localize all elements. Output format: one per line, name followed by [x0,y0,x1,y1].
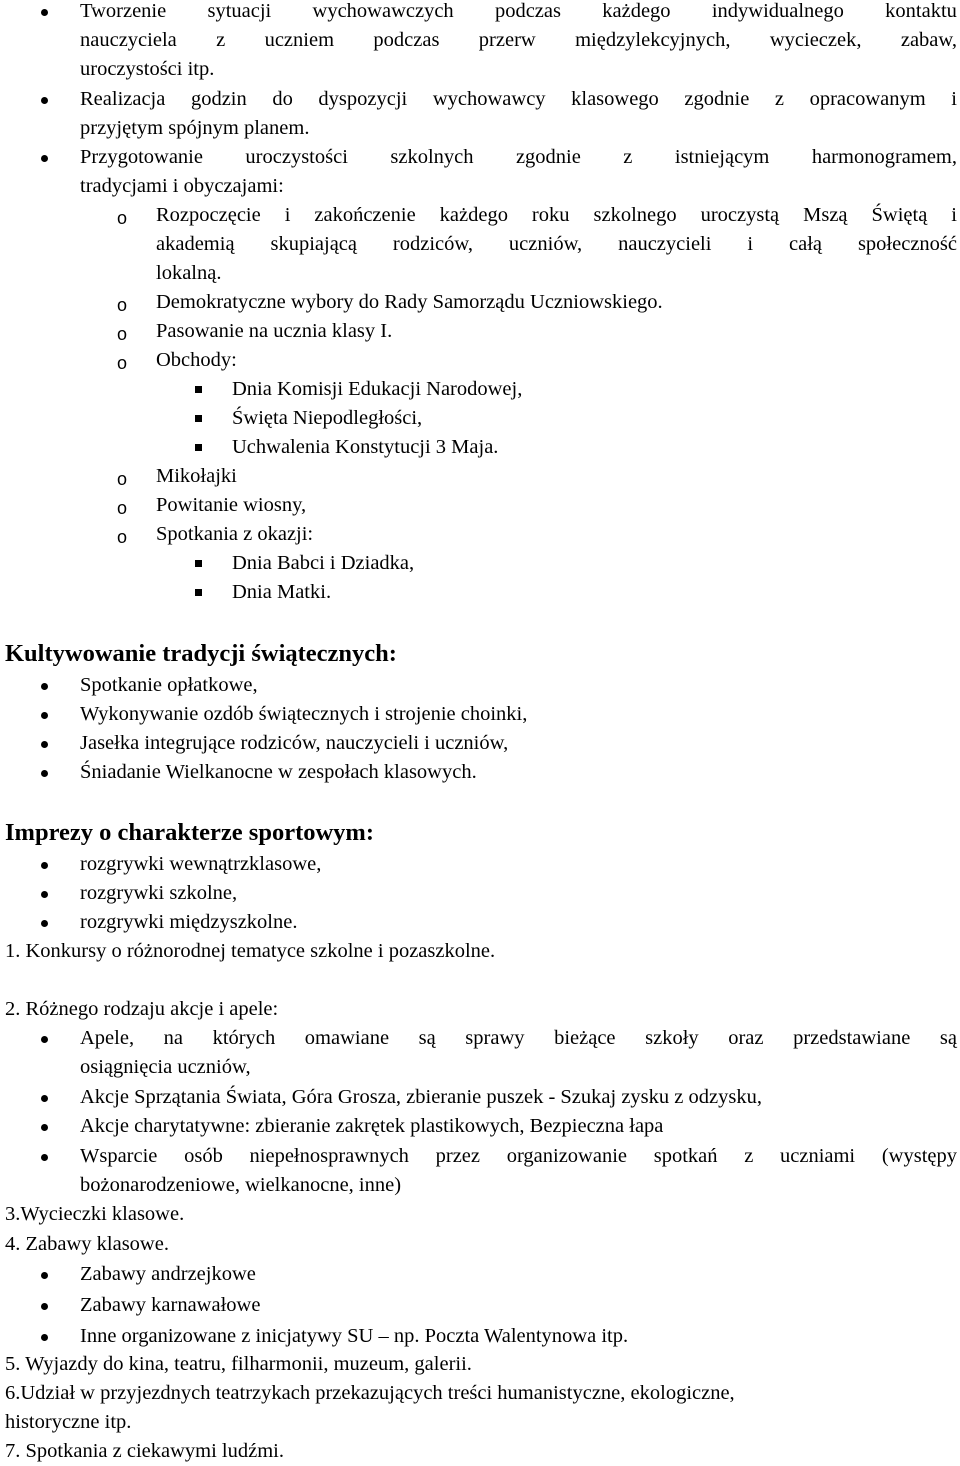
list-item: Jasełka integrujące rodziców, nauczycieli i uczniów, [80,732,509,754]
numbered-item: 3.Wycieczki klasowe. [5,1203,185,1225]
square-bullet [195,386,202,393]
list-item: Zabawy karnawałowe [80,1294,261,1316]
bullet [41,155,48,162]
bullet [41,9,48,16]
bullet [41,770,48,777]
bullet [41,891,48,898]
circle-bullet: o [117,527,128,547]
square-bullet [195,589,202,596]
paragraph-line: lokalną. [156,262,222,284]
list-item: Spotkania z okazji: [156,523,314,545]
numbered-item: 1. Konkursy o różnorodnej tematyce szkolne i pozaszkolne. [5,940,496,962]
list-item: Akcje charytatywne: zbieranie zakrętek plastikowych, Bezpieczna łapa [80,1115,664,1137]
word: sytuacji [207,0,272,22]
paragraph-line: Wsparcie osób niepełnosprawnych przez organizowanie spotkań z uczniami (występy [80,1145,957,1167]
section-heading: Imprezy o charakterze sportowym: [5,819,374,846]
paragraph-line: akademią skupiającą rodziców, uczniów, nauczycieli i całą społeczność [156,233,957,255]
list-item: Pasowanie na ucznia klasy I. [156,320,393,342]
list-item: Dnia Matki. [232,581,332,603]
paragraph-line: Przygotowanie uroczystości szkolnych zgodnie z istniejącym harmonogramem, [80,146,957,168]
square-bullet [195,444,202,451]
paragraph-line: uroczystości itp. [80,58,215,80]
list-item: Wykonywanie ozdób świątecznych i strojenie choinki, [80,703,528,725]
paragraph-line: Rozpoczęcie i zakończenie każdego roku szkolnego uroczystą Mszą Świętą i [156,204,957,226]
paragraph-line: 6.Udział w przyjezdnych teatrzykach przekazujących treści humanistyczne, ekologiczne, [5,1382,735,1404]
bullet [41,97,48,104]
bullet [41,1095,48,1102]
paragraph-line: przyjętym spójnym planem. [80,117,310,139]
list-item: Śniadanie Wielkanocne w zespołach klasowych. [80,761,477,783]
bullet [41,1303,48,1310]
paragraph-line: Realizacja godzin do dyspozycji wychowawcy klasowego zgodnie z opracowanym i [80,88,957,110]
word: wychowawczych [312,0,454,22]
list-item: Obchody: [156,349,237,371]
list-item: Spotkanie opłatkowe, [80,674,258,696]
word: każdego [602,0,671,22]
bullet [41,1036,48,1043]
word: kontaktu [885,0,957,22]
list-item: Uchwalenia Konstytucji 3 Maja. [232,436,499,458]
paragraph-line [80,1,957,22]
circle-bullet: o [117,324,128,344]
word: Tworzenie [80,0,167,22]
paragraph-line: osiągnięcia uczniów, [80,1056,251,1078]
list-item: Akcje Sprzątania Świata, Góra Grosza, zbieranie puszek - Szukaj zysku z odzysku, [80,1086,762,1108]
circle-bullet: o [117,295,128,315]
paragraph-line: historyczne itp. [5,1411,132,1433]
paragraph-line: bożonarodzeniowe, wielkanocne, inne) [80,1174,402,1196]
list-item: rozgrywki wewnątrzklasowe, [80,853,322,875]
list-item: Mikołajki [156,465,237,487]
numbered-item: 4. Zabawy klasowe. [5,1233,169,1255]
square-bullet [195,560,202,567]
bullet [41,712,48,719]
word: podczas [494,0,561,22]
paragraph-line: Apele, na których omawiane są sprawy bieżące szkoły oraz przedstawiane są [80,1027,957,1049]
bullet [41,1272,48,1279]
circle-bullet: o [117,353,128,373]
bullet [41,1124,48,1131]
square-bullet [195,415,202,422]
circle-bullet: o [117,498,128,518]
bullet [41,920,48,927]
bullet [41,741,48,748]
bullet [41,862,48,869]
paragraph-line: tradycjami i obyczajami: [80,175,284,197]
list-item: rozgrywki międzyszkolne. [80,911,298,933]
numbered-item: 7. Spotkania z ciekawymi ludźmi. [5,1440,284,1462]
numbered-item: 5. Wyjazdy do kina, teatru, filharmonii, muzeum, galerii. [5,1353,472,1375]
list-item: Zabawy andrzejkowe [80,1263,256,1285]
bullet [41,1334,48,1341]
word: indywidualnego [711,0,844,22]
circle-bullet: o [117,208,128,228]
list-item: Dnia Komisji Edukacji Narodowej, [232,378,523,400]
list-item: Inne organizowane z inicjatywy SU – np. Poczta Walentynowa itp. [80,1325,629,1347]
list-item: Dnia Babci i Dziadka, [232,552,415,574]
circle-bullet: o [117,469,128,489]
list-item: Demokratyczne wybory do Rady Samorządu Uczniowskiego. [156,291,663,313]
list-item: Powitanie wiosny, [156,494,307,516]
section-heading: Kultywowanie tradycji świątecznych: [5,640,397,667]
list-item: Święta Niepodległości, [232,407,423,429]
bullet [41,1154,48,1161]
list-item: rozgrywki szkolne, [80,882,238,904]
paragraph-line: nauczyciela z uczniem podczas przerw międzylekcyjnych, wycieczek, zabaw, [80,29,957,51]
bullet [41,683,48,690]
numbered-item: 2. Różnego rodzaju akcje i apele: [5,998,279,1020]
